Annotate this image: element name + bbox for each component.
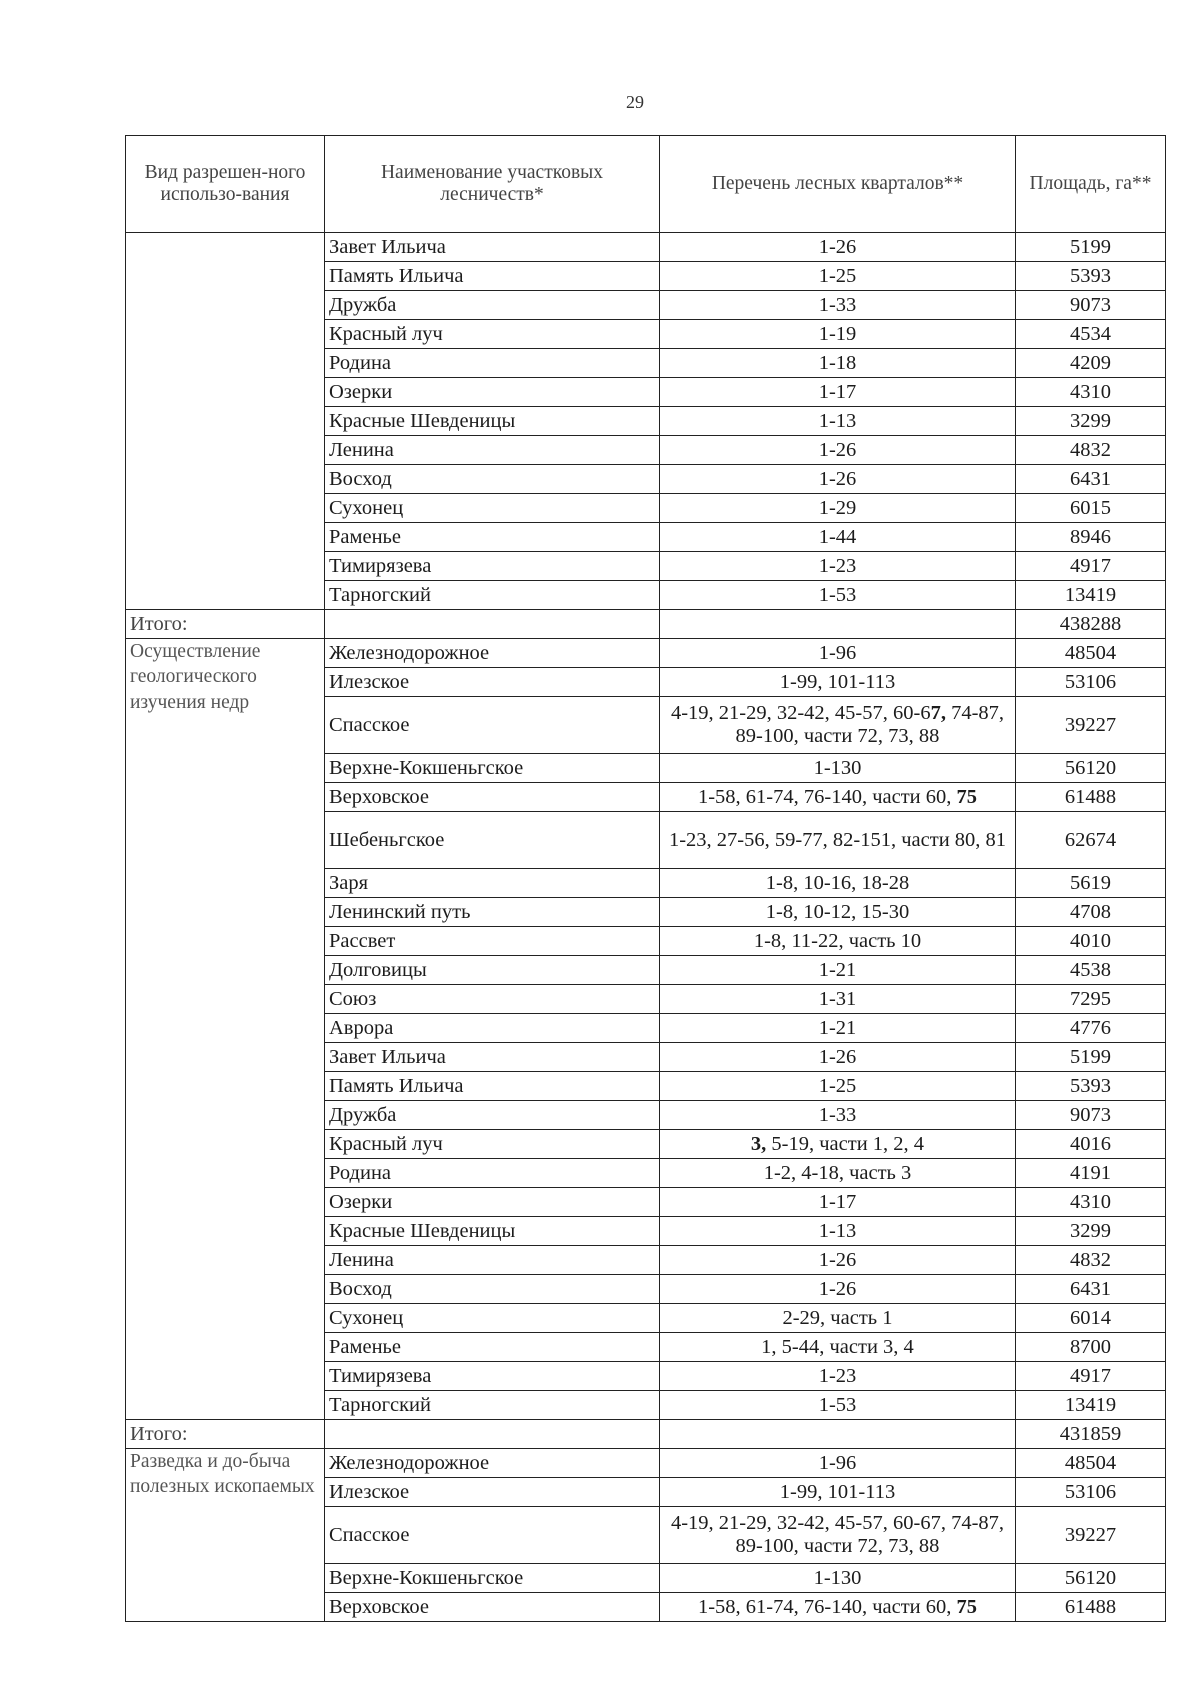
quarters-cell: [660, 1275, 1016, 1304]
page-number: 29: [626, 92, 644, 112]
area-cell: 9073: [1016, 1101, 1166, 1130]
forestry-name-cell: Заря: [325, 869, 660, 898]
forestry-name-cell: Дружба: [325, 1101, 660, 1130]
area-cell: 4191: [1016, 1159, 1166, 1188]
quarters-segment: 1-44: [818, 525, 857, 548]
quarters-segment: 1-29: [818, 496, 857, 519]
area-cell: 13419: [1016, 1391, 1166, 1420]
quarters-cell: [660, 1593, 1016, 1622]
quarters-segment: 3,: [750, 1132, 767, 1155]
forestry-name-cell: Илезское: [325, 668, 660, 697]
area-cell: 13419: [1016, 581, 1166, 610]
forestry-name-cell: Верхне-Кокшеньгское: [325, 1564, 660, 1593]
quarters-cell: [660, 869, 1016, 898]
quarters-cell: [660, 523, 1016, 552]
forestry-name-cell: Озерки: [325, 378, 660, 407]
quarters-cell: [660, 262, 1016, 291]
area-cell: 4534: [1016, 320, 1166, 349]
quarters-cell: [660, 320, 1016, 349]
table-row: [126, 1449, 1166, 1478]
quarters-segment: 1-17: [818, 380, 857, 403]
header-quarters-list: Перечень лесных кварталов**: [660, 136, 1016, 233]
header-forestry-name: Наименование участковых лесничеств*: [325, 136, 660, 233]
forestry-name-cell: Железнодорожное: [325, 1449, 660, 1478]
quarters-segment: 1-53: [818, 1393, 857, 1416]
quarters-cell: [660, 1362, 1016, 1391]
quarters-segment: 5-19, части 1, 2, 4: [766, 1132, 925, 1155]
area-cell: 61488: [1016, 1593, 1166, 1622]
quarters-segment: 1-23: [818, 554, 857, 577]
forestry-name-cell: Восход: [325, 1275, 660, 1304]
quarters-cell: [660, 697, 1016, 754]
forestry-name-cell: Долговицы: [325, 956, 660, 985]
area-cell: 5199: [1016, 1043, 1166, 1072]
quarters-cell: [660, 927, 1016, 956]
quarters-segment: 1-96: [818, 1451, 857, 1474]
forestry-name-cell: Красный луч: [325, 1130, 660, 1159]
quarters-cell: [660, 754, 1016, 783]
quarters-segment: 1-26: [818, 438, 857, 461]
quarters-segment: 1-26: [818, 1045, 857, 1068]
quarters-segment: 4-19, 21-29, 32-42, 45-57, 60-67, 74-87, 89-100, части 72, 73, 88: [670, 1512, 1005, 1557]
quarters-segment: 1-26: [818, 467, 857, 490]
quarters-cell: [660, 1304, 1016, 1333]
area-cell: 4016: [1016, 1130, 1166, 1159]
quarters-cell: [660, 1043, 1016, 1072]
area-cell: 8946: [1016, 523, 1166, 552]
forestry-name-cell: Озерки: [325, 1188, 660, 1217]
quarters-cell: [660, 639, 1016, 668]
area-cell: 48504: [1016, 1449, 1166, 1478]
use-type-cell: [126, 233, 325, 610]
quarters-segment: 1-8, 10-12, 15-30: [765, 900, 910, 923]
forestry-name-cell: Память Ильича: [325, 262, 660, 291]
use-type-cell: Разведка и до-быча полезных ископаемых: [126, 1449, 325, 1622]
area-cell: 3299: [1016, 1217, 1166, 1246]
empty-cell: [660, 610, 1016, 639]
header-use-type: Вид разрешен-ного использо-вания: [126, 136, 325, 233]
area-cell: 4310: [1016, 378, 1166, 407]
forestry-name-cell: Ленина: [325, 436, 660, 465]
quarters-cell: [660, 985, 1016, 1014]
total-area-cell: 438288: [1016, 610, 1166, 639]
quarters-segment: 1-26: [818, 1248, 857, 1271]
quarters-cell: [660, 1333, 1016, 1362]
quarters-segment: 1-99, 101-113: [779, 670, 896, 693]
area-cell: 7295: [1016, 985, 1166, 1014]
forestry-name-cell: Раменье: [325, 523, 660, 552]
forestry-name-cell: Восход: [325, 465, 660, 494]
quarters-segment: 1-96: [818, 641, 857, 664]
area-cell: 6015: [1016, 494, 1166, 523]
forestry-name-cell: Раменье: [325, 1333, 660, 1362]
area-cell: 39227: [1016, 697, 1166, 754]
quarters-segment: 1-19: [818, 322, 857, 345]
quarters-cell: [660, 956, 1016, 985]
total-label-cell: Итого:: [126, 610, 325, 639]
forestry-name-cell: Аврора: [325, 1014, 660, 1043]
forestry-name-cell: Тимирязева: [325, 552, 660, 581]
area-cell: 4708: [1016, 898, 1166, 927]
table-body: [126, 233, 1166, 1622]
forestry-name-cell: Верховское: [325, 1593, 660, 1622]
area-cell: 4209: [1016, 349, 1166, 378]
area-cell: 4010: [1016, 927, 1166, 956]
area-cell: 6431: [1016, 465, 1166, 494]
quarters-cell: [660, 1072, 1016, 1101]
quarters-segment: 1-58, 61-74, 76-140, части 60,: [697, 785, 957, 808]
quarters-segment: 1-23: [818, 1364, 857, 1387]
area-cell: 5199: [1016, 233, 1166, 262]
forestry-name-cell: Красные Шевденицы: [325, 1217, 660, 1246]
quarters-segment: 1-58, 61-74, 76-140, части 60,: [697, 1595, 957, 1618]
forestry-name-cell: Илезское: [325, 1478, 660, 1507]
forestry-name-cell: Родина: [325, 349, 660, 378]
area-cell: 8700: [1016, 1333, 1166, 1362]
area-cell: 53106: [1016, 668, 1166, 697]
area-cell: 61488: [1016, 783, 1166, 812]
quarters-cell: [660, 1101, 1016, 1130]
total-area-cell: 431859: [1016, 1420, 1166, 1449]
quarters-segment: 1-8, 10-16, 18-28: [765, 871, 910, 894]
quarters-segment: 75: [956, 785, 978, 808]
quarters-segment: 1-13: [818, 409, 857, 432]
area-cell: 4776: [1016, 1014, 1166, 1043]
area-cell: 56120: [1016, 754, 1166, 783]
forestry-name-cell: Шебеньгское: [325, 812, 660, 869]
quarters-cell: [660, 1478, 1016, 1507]
quarters-segment: 2-29, часть 1: [782, 1306, 893, 1329]
forestry-name-cell: Родина: [325, 1159, 660, 1188]
table-row: [126, 233, 1166, 262]
area-cell: 5393: [1016, 1072, 1166, 1101]
quarters-segment: 1-31: [818, 987, 857, 1010]
quarters-cell: [660, 668, 1016, 697]
area-cell: 4310: [1016, 1188, 1166, 1217]
quarters-cell: [660, 812, 1016, 869]
forestry-name-cell: Сухонец: [325, 1304, 660, 1333]
area-cell: 48504: [1016, 639, 1166, 668]
quarters-segment: 1-18: [818, 351, 857, 374]
quarters-segment: 1-99, 101-113: [779, 1480, 896, 1503]
quarters-segment: 74-87, 89-100, части 72, 73, 88: [735, 702, 1005, 747]
quarters-segment: 1-53: [818, 583, 857, 606]
area-cell: 4917: [1016, 1362, 1166, 1391]
quarters-cell: [660, 1217, 1016, 1246]
forestry-name-cell: Красный луч: [325, 320, 660, 349]
quarters-cell: [660, 407, 1016, 436]
empty-cell: [325, 610, 660, 639]
forestry-name-cell: Тарногский: [325, 581, 660, 610]
total-row: [126, 1420, 1166, 1449]
area-cell: 5619: [1016, 869, 1166, 898]
quarters-segment: 1-13: [818, 1219, 857, 1242]
forestry-name-cell: Ленинский путь: [325, 898, 660, 927]
quarters-cell: [660, 783, 1016, 812]
forestry-name-cell: Железнодорожное: [325, 639, 660, 668]
quarters-cell: [660, 898, 1016, 927]
quarters-segment: 1-2, 4-18, часть 3: [763, 1161, 912, 1184]
area-cell: 4832: [1016, 1246, 1166, 1275]
quarters-segment: 1-33: [818, 293, 857, 316]
quarters-segment: 1-25: [818, 264, 857, 287]
total-row: [126, 610, 1166, 639]
empty-cell: [660, 1420, 1016, 1449]
area-cell: 6014: [1016, 1304, 1166, 1333]
quarters-segment: 1-23, 27-56, 59-77, 82-151, части 80, 81: [668, 828, 1007, 851]
forestry-name-cell: Тимирязева: [325, 1362, 660, 1391]
quarters-segment: 4-19, 21-29, 32-42, 45-57, 60-6: [670, 702, 931, 725]
forestry-name-cell: Память Ильича: [325, 1072, 660, 1101]
forestry-name-cell: Сухонец: [325, 494, 660, 523]
area-cell: 39227: [1016, 1507, 1166, 1564]
area-cell: 4538: [1016, 956, 1166, 985]
area-cell: 53106: [1016, 1478, 1166, 1507]
forestry-name-cell: Рассвет: [325, 927, 660, 956]
quarters-cell: [660, 1449, 1016, 1478]
quarters-cell: [660, 465, 1016, 494]
quarters-cell: [660, 1130, 1016, 1159]
quarters-cell: [660, 1159, 1016, 1188]
quarters-segment: 1-33: [818, 1103, 857, 1126]
quarters-cell: [660, 494, 1016, 523]
quarters-cell: [660, 1188, 1016, 1217]
area-cell: 9073: [1016, 291, 1166, 320]
quarters-cell: [660, 552, 1016, 581]
empty-cell: [325, 1420, 660, 1449]
table-header-row: [126, 136, 1166, 233]
header-area: Площадь, га**: [1016, 136, 1166, 233]
quarters-cell: [660, 581, 1016, 610]
quarters-segment: 1-8, 11-22, часть 10: [753, 929, 922, 952]
quarters-segment: 1-21: [818, 1016, 857, 1039]
quarters-cell: [660, 1391, 1016, 1420]
forestry-name-cell: Дружба: [325, 291, 660, 320]
quarters-segment: 1, 5-44, части 3, 4: [761, 1335, 914, 1358]
area-cell: 4832: [1016, 436, 1166, 465]
area-cell: 6431: [1016, 1275, 1166, 1304]
quarters-segment: 1-26: [818, 1277, 857, 1300]
quarters-segment: 1-21: [818, 958, 857, 981]
area-cell: 3299: [1016, 407, 1166, 436]
forestry-name-cell: Спасское: [325, 1507, 660, 1564]
quarters-cell: [660, 436, 1016, 465]
quarters-cell: [660, 1507, 1016, 1564]
forestry-name-cell: Союз: [325, 985, 660, 1014]
area-cell: 4917: [1016, 552, 1166, 581]
quarters-cell: [660, 1246, 1016, 1275]
quarters-segment: 7,: [930, 702, 946, 725]
forestry-name-cell: Верховское: [325, 783, 660, 812]
area-cell: 56120: [1016, 1564, 1166, 1593]
quarters-segment: 1-25: [818, 1074, 857, 1097]
forestry-name-cell: Завет Ильича: [325, 233, 660, 262]
area-cell: 5393: [1016, 262, 1166, 291]
quarters-segment: 75: [956, 1595, 978, 1618]
forestry-name-cell: Красные Шевденицы: [325, 407, 660, 436]
quarters-segment: 1-130: [813, 1566, 862, 1589]
use-type-cell: Осуществление геологического изучения недр: [126, 639, 325, 1420]
forestry-name-cell: Спасское: [325, 697, 660, 754]
total-label-cell: Итого:: [126, 1420, 325, 1449]
forestry-name-cell: Завет Ильича: [325, 1043, 660, 1072]
forestry-name-cell: Тарногский: [325, 1391, 660, 1420]
table-row: [126, 639, 1166, 668]
quarters-segment: 1-130: [813, 756, 862, 779]
quarters-segment: 1-17: [818, 1190, 857, 1213]
quarters-cell: [660, 378, 1016, 407]
quarters-cell: [660, 349, 1016, 378]
area-cell: 62674: [1016, 812, 1166, 869]
forest-quarters-table: [125, 135, 1166, 1622]
forestry-name-cell: Ленина: [325, 1246, 660, 1275]
forestry-name-cell: Верхне-Кокшеньгское: [325, 754, 660, 783]
quarters-cell: [660, 233, 1016, 262]
quarters-segment: 1-26: [818, 235, 857, 258]
quarters-cell: [660, 291, 1016, 320]
quarters-cell: [660, 1564, 1016, 1593]
quarters-cell: [660, 1014, 1016, 1043]
